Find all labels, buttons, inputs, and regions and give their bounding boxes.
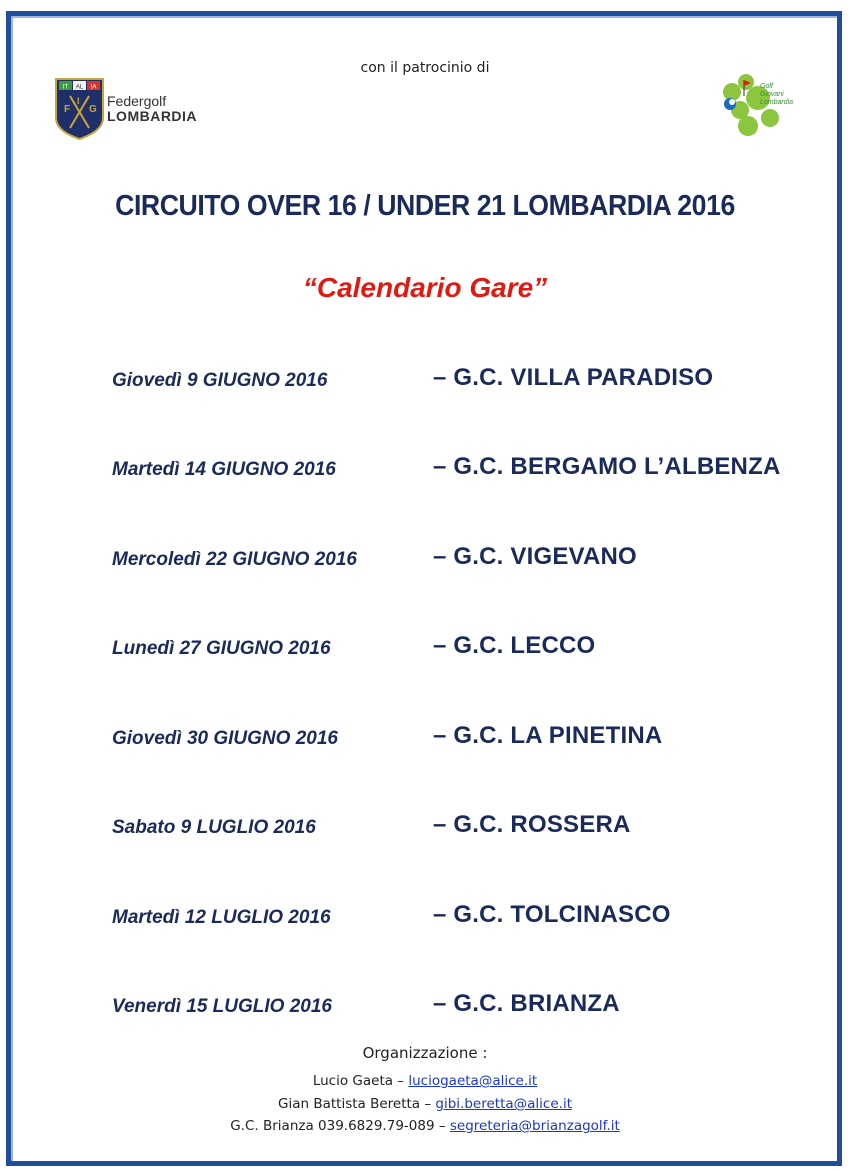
event-club: – G.C. BRIANZA [433, 990, 620, 1017]
page-subtitle: “Calendario Gare” [302, 272, 548, 303]
svg-text:G: G [89, 104, 97, 115]
svg-text:I: I [77, 96, 80, 106]
contact-email-link[interactable]: gibi.beretta@alice.it [435, 1096, 572, 1112]
contact-name: G.C. Brianza 039.6829.79-089 – [230, 1118, 450, 1134]
event-row [0, 718, 850, 758]
gg-line-1: Golf [760, 83, 773, 90]
event-club: – G.C. ROSSERA [433, 811, 631, 838]
event-row [0, 807, 850, 847]
event-club: – G.C. BERGAMO L’ALBENZA [433, 453, 781, 480]
lombardia-label: LOMBARDIA [107, 108, 198, 124]
event-date: Martedì 14 GIUGNO 2016 [112, 459, 336, 480]
svg-text:AL: AL [75, 84, 84, 91]
contact-line [0, 1118, 850, 1134]
event-row [0, 897, 850, 937]
gg-line-2: Giovani [760, 91, 784, 98]
event-row [0, 986, 850, 1026]
event-date: Lunedì 27 GIUGNO 2016 [112, 638, 331, 659]
event-date: Venerdì 15 LUGLIO 2016 [112, 996, 332, 1017]
contact-line [0, 1096, 850, 1112]
event-row [0, 539, 850, 579]
gg-line-3: Lombardia [760, 99, 794, 106]
event-club: – G.C. LECCO [433, 632, 596, 659]
patronage-text: con il patrocinio di [360, 60, 490, 76]
contact-name: Lucio Gaeta – [312, 1073, 409, 1089]
page-title: CIRCUITO OVER 16 / UNDER 21 LOMBARDIA 2016 [115, 190, 735, 222]
event-date: Martedì 12 LUGLIO 2016 [112, 907, 331, 928]
event-club: – G.C. VIGEVANO [433, 543, 637, 570]
event-club: – G.C. TOLCINASCO [433, 901, 671, 928]
event-club: – G.C. LA PINETINA [433, 722, 663, 749]
golf-giovani-label [760, 83, 793, 107]
event-row [0, 628, 850, 668]
event-date: Sabato 9 LUGLIO 2016 [112, 817, 316, 838]
event-row [0, 449, 850, 489]
organization-heading: Organizzazione : [362, 1044, 488, 1062]
svg-text:IT: IT [62, 84, 69, 91]
svg-text:F: F [64, 104, 71, 115]
event-club: – G.C. VILLA PARADISO [433, 364, 714, 391]
event-date: Giovedì 9 GIUGNO 2016 [112, 370, 328, 391]
event-date: Giovedì 30 GIUGNO 2016 [112, 728, 338, 749]
event-row [0, 360, 850, 400]
contact-line [0, 1073, 850, 1089]
contact-email-link[interactable]: segreteria@brianzagolf.it [449, 1118, 620, 1134]
svg-text:IA: IA [90, 84, 97, 91]
federgolf-label: Federgolf [107, 93, 167, 109]
contact-email-link[interactable]: luciogaeta@alice.it [408, 1073, 538, 1089]
contact-name: Gian Battista Beretta – [278, 1096, 436, 1112]
event-date: Mercoledì 22 GIUGNO 2016 [112, 549, 357, 570]
